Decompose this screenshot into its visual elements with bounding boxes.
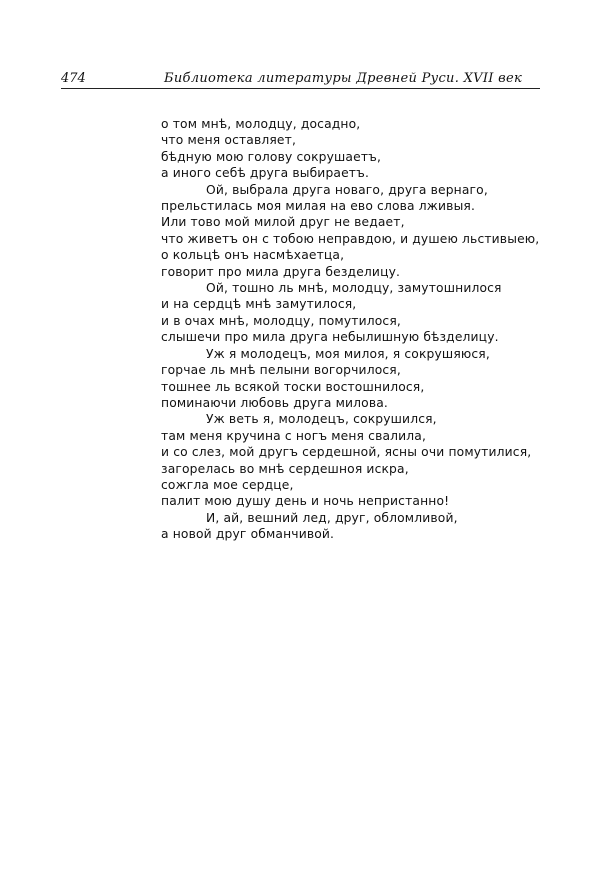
poem-line: поминаючи любовь друга милова. xyxy=(161,395,388,410)
poem-line: о том мнѣ, молодцу, досадно, xyxy=(161,117,361,131)
poem-line: бѣдную мою голову сокрушаетъ, xyxy=(161,149,382,164)
poem-line: говорит про мила друга безделицу. xyxy=(161,264,401,279)
poem-line: и на сердцѣ мнѣ замутилося, xyxy=(161,297,357,312)
poem-line: Уж веть я, молодецъ, сокрушился, xyxy=(206,412,437,427)
poem-line: что меня оставляет, xyxy=(161,133,297,148)
poem-line: Уж я молодецъ, моя милоя, я сокрушяюся, xyxy=(206,346,490,361)
header-rule xyxy=(61,88,540,89)
poem-line: Или тово мой милой друг не ведает, xyxy=(161,215,405,230)
poem-text xyxy=(161,116,539,543)
poem-line: и со слез, мой другъ сердешной, ясны очи помутилися, xyxy=(161,445,532,460)
running-title: Библиотека литературы Древней Руси. XVII век xyxy=(164,71,523,86)
poem-line: Ой, выбрала друга новаго, друга вернаго, xyxy=(206,182,488,197)
page-number: 474 xyxy=(61,71,86,86)
poem-line: И, ай, вешний лед, друг, обломливой, xyxy=(206,510,458,525)
poem-line: сожгла мое сердце, xyxy=(161,477,294,492)
poem-line: загорелась во мнѣ сердешноя искра, xyxy=(161,461,409,476)
poem-line: прельстилась моя милая на ево слова лживыя. xyxy=(161,199,476,214)
running-header xyxy=(61,71,540,89)
poem-line: что живетъ он с тобою неправдою, и душею льстивыею, xyxy=(161,231,540,246)
poem-line: а иного себѣ друга выбираетъ. xyxy=(161,166,370,181)
poem-line: Ой, тошно ль мнѣ, молодцу, замутошнилося xyxy=(206,281,502,296)
poem-line: и в очах мнѣ, молодцу, помутилося, xyxy=(161,313,401,328)
poem-line: о кольцѣ онъ насмѣхаетца, xyxy=(161,248,345,263)
poem-line: тошнее ль всякой тоски востошнилося, xyxy=(161,379,425,394)
poem-line: горчае ль мнѣ пелыни вогорчилося, xyxy=(161,363,401,378)
poem-line: слышечи про мила друга небылишную бѣзделицу. xyxy=(161,330,499,345)
poem-line: а новой друг обманчивой. xyxy=(161,527,335,542)
poem-line: палит мою душу день и ночь непристанно! xyxy=(161,494,450,509)
poem-line: там меня кручина с ногъ меня свалила, xyxy=(161,428,427,443)
